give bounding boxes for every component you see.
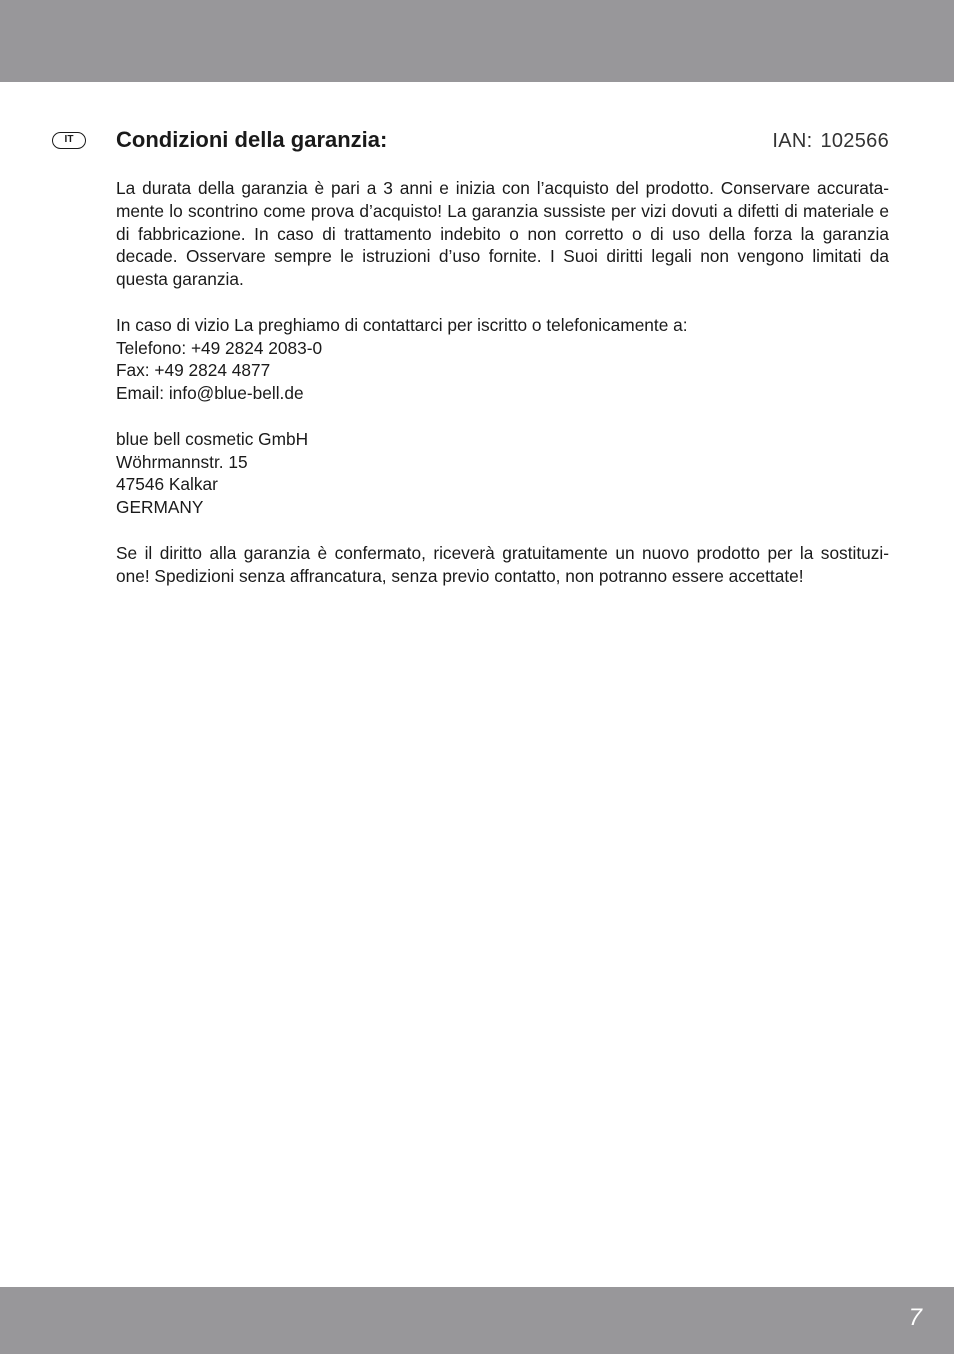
top-bar [0,0,954,82]
language-badge: IT [52,132,86,149]
warranty-content [116,177,889,587]
contact-intro: In caso di vizio La preghiamo di contattarci per iscritto o telefonicamente a: [116,314,688,335]
company-street: Wöhrmannstr. 15 [116,451,248,472]
bottom-bar [0,1287,954,1354]
company-city: 47546 Kalkar [116,474,218,495]
ian-value: 102566 [820,130,889,152]
email-line: Email: info@blue-bell.de [116,383,304,404]
ian-code [772,130,889,153]
phone-line: Telefono: +49 2824 2083-0 [116,337,323,358]
closing-paragraph: Se il diritto alla garanzia è confermato, riceverà gratuitamente un nuovo prodotto per la sostituzi- one! Spedizioni senza affrancatura, senza previo contatto, non potranno essere accettate! [116,542,889,586]
ian-label: IAN: [772,130,813,152]
warranty-paragraph: La durata della garanzia è pari a 3 anni e inizia con l’acquisto del prodotto. Conservare accurata- mente lo scontrino come prova d’acquisto! La garanzia sussiste per vizi dovuti a difetti di materiale e di fabbricazione. In caso di trattamento indebito o non corretto o di uso della forza la garanzia decade. Osservare sempre le istruzioni d’uso fornite. I Suoi diritti legali non vengono limitati da questa garanzia. [116,178,889,290]
fax-line: Fax: +49 2824 4877 [116,360,271,381]
page-title: Condizioni della garanzia: [116,127,388,152]
company-country: GERMANY [116,497,204,518]
page-number: 7 [908,1304,922,1331]
company-name: blue bell cosmetic GmbH [116,428,309,449]
